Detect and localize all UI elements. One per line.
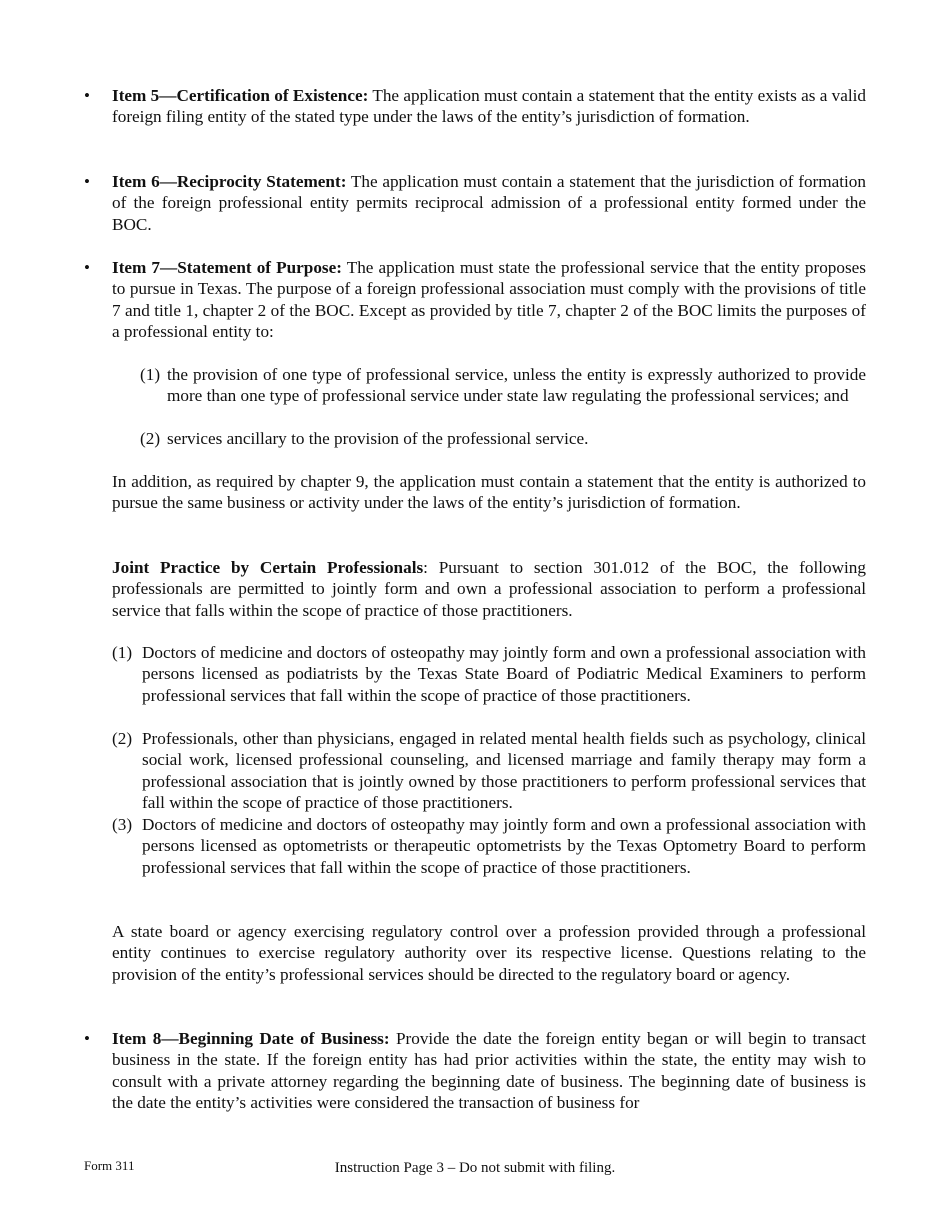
item7-body: The application must state the professional service that the entity proposes to pursue in Texas. The purpose of a foreign professional association must comply with the provisions of title 7 and title 1, chapter 2 of the BOC. Except as provided by title 7, chapter 2 of the BOC limits the purposes of a professional entity to: [112,258,866,342]
item5-paragraph [112,85,866,128]
purpose-1-text: the provision of one type of professional service, unless the entity is expressly authorized to provide more than one type of professional service under state law regulating the professional services; and [167,365,866,406]
item6-heading: Item 6—Reciprocity Statement: [112,172,347,191]
joint-practice-paragraph [112,557,866,621]
item5-heading: Item 5—Certification of Existence: [112,86,369,105]
bullet-item6: • [84,172,90,191]
item7-paragraph [112,257,866,343]
item7-heading: Item 7—Statement of Purpose: [112,258,342,277]
item5-body: The application must contain a statement that the entity exists as a valid foreign filing entity of the stated type under the laws of the entity’s jurisdiction of formation. [112,86,866,127]
footer-instruction: Instruction Page 3 – Do not submit with filing. [334,1160,616,1176]
joint-item-1-text: Doctors of medicine and doctors of osteopathy may jointly form and own a professional association with persons licensed as podiatrists by the Texas State Board of Podiatric Medical Examiners to perform professional services that fall within the scope of practice of those practitioners. [142,643,866,705]
joint-item-3-number: (3) [112,815,133,834]
regulatory-paragraph: A state board or agency exercising regulatory control over a profession provided through a professional entity continues to exercise regulatory authority over its respective license. Questions relating to the provision of the entity’s professional services should be directed to the regulatory board or agency. [112,922,866,984]
bullet-item8: • [84,1029,90,1048]
bullet-item5: • [84,86,90,105]
footer-form-number: Form 311 [84,1158,135,1173]
joint-item-1-number: (1) [112,643,133,662]
joint-item-2-text: Professionals, other than physicians, engaged in related mental health fields such as psychology, clinical social work, licensed professional counseling, and licensed marriage and family therapy may form a professional association that is jointly owned by those practitioners to perform professional services that fall within the scope of practice of those practitioners. [142,729,866,813]
item6-paragraph [112,171,866,235]
purpose-2-text: services ancillary to the provision of the professional service. [167,429,589,448]
item8-paragraph [112,1028,866,1114]
purpose-2-number: (2) [140,429,161,448]
joint-practice-body: : Pursuant to section 301.012 of the BOC, the following professionals are permitted to jointly form and own a professional association to perform a professional service that falls within the scope of practice of those practitioners. [112,558,866,620]
joint-item-2-number: (2) [112,729,133,748]
joint-practice-heading: Joint Practice by Certain Professionals [112,558,424,577]
item7-addition: In addition, as required by chapter 9, the application must contain a statement that the entity is authorized to pursue the same business or activity under the laws of the entity’s jurisdiction of formation. [112,472,866,513]
joint-item-3-text: Doctors of medicine and doctors of osteopathy may jointly form and own a professional association with persons licensed as optometrists or therapeutic optometrists by the Texas Optometry Board to perform professional services that fall within the scope of practice of those practitioners. [142,815,866,877]
bullet-item7: • [84,258,90,277]
item8-heading: Item 8—Beginning Date of Business: [112,1029,390,1048]
item6-body: The application must contain a statement that the jurisdiction of formation of the foreign professional entity permits reciprocal admission of a professional entity formed under the BOC. [112,172,866,234]
item8-body: Provide the date the foreign entity began or will begin to transact business in the state. If the foreign entity has had prior activities within the state, the entity may wish to consult with a private attorney regarding the beginning date of business. The beginning date of business is the date the entity’s activities were considered the transaction of business for [112,1029,866,1113]
purpose-1-number: (1) [140,365,161,384]
